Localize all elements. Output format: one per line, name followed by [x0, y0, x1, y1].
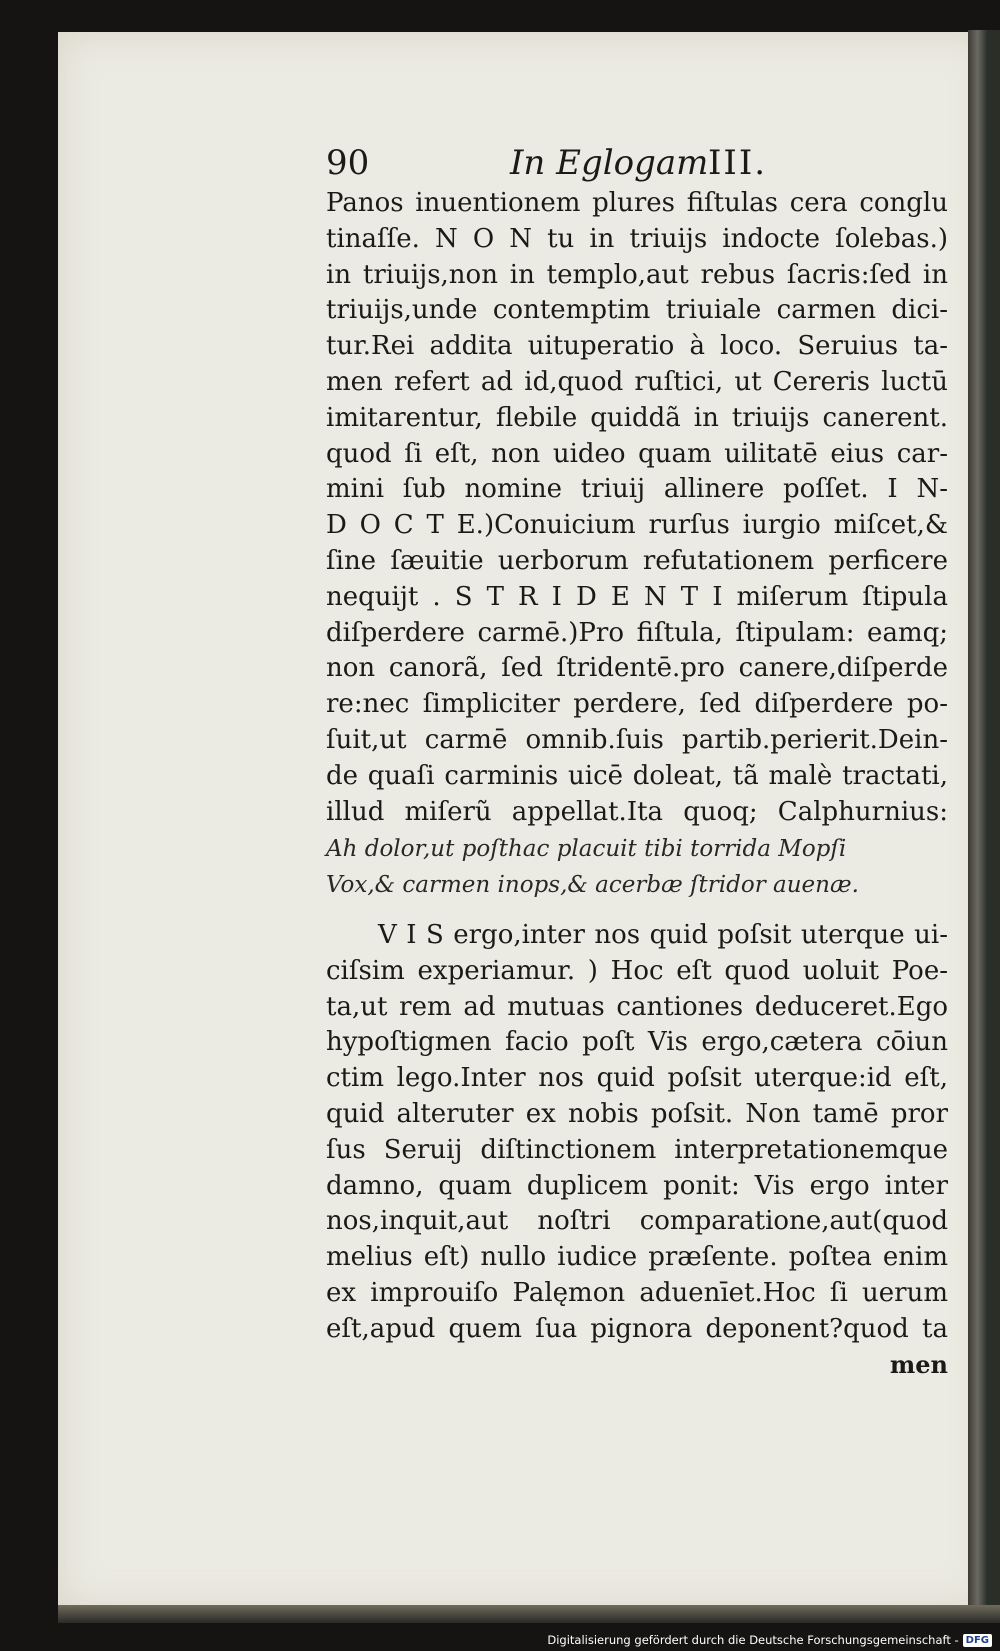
text-line: non canorã, ſed ſtridentē.pro canere,diſperde: [326, 653, 948, 684]
book-edge-right: [968, 30, 1000, 1620]
running-head: [326, 140, 948, 186]
text-line: ctim lego.Inter nos quid poſsit uterque:id eſt,: [326, 1063, 948, 1094]
page-number: 90: [326, 143, 370, 183]
text-line: damno, quam duplicem ponit: Vis ergo inter: [326, 1170, 948, 1201]
catch-word: men: [889, 1349, 948, 1379]
text-line: Panos inuentionem plures fiſtulas cera conglu: [326, 188, 948, 218]
text-line: ex improuiſo Palęmon aduenīet.Hoc ſi uerum: [326, 1277, 948, 1308]
text-line: ſine ſæuitie uerborum refutationem perficere: [326, 545, 948, 576]
text-line: mini ſub nomine triuij allinere poſſet. I N-: [326, 474, 948, 505]
text-line: eſt,apud quem ſua pignora deponent?quod ta: [326, 1313, 948, 1344]
digitization-credit: [547, 1631, 992, 1649]
text-line: nequijt . S T R I D E N T I miſerum ſtipula: [326, 581, 948, 612]
text-line: D O C T E.)Conuicium rurſus iurgio miſcet,&: [326, 510, 948, 541]
running-head-numeral: III.: [708, 143, 768, 183]
text-line: illud miſerũ appellat.Ita quoq; Calphurnius:: [326, 796, 948, 827]
text-line: hypoſtigmen facio poſt Vis ergo,cætera cōiun: [326, 1027, 948, 1058]
verse-line: Vox,& carmen inops,& acerbæ ſtridor auenæ.: [326, 872, 859, 899]
text-block: [326, 140, 948, 1382]
text-line: in triuijs,non in templo,aut rebus ſacris:ſed in: [326, 259, 948, 290]
text-line: triuijs,unde contemptim triuiale carmen dici-: [326, 295, 948, 326]
text-line: V I S ergo,inter nos quid poſsit uterque ui-: [378, 919, 948, 950]
paragraph-gap: [326, 904, 948, 918]
text-line: de quaſi carminis uicē doleat, tã malè tractati,: [326, 760, 948, 791]
text-line: quid alteruter ex nobis poſsit. Non tamē pror: [326, 1098, 948, 1129]
running-head-title: In Eglogam: [510, 143, 709, 183]
text-line: tur.Rei addita uituperatio à loco. Seruius ta-: [326, 331, 948, 362]
catch-word-row: [326, 1348, 948, 1382]
text-line: melius eſt) nullo iudice præſente. poſtea enim: [326, 1242, 948, 1273]
text-line: diſperdere carmē.)Pro fiſtula, ſtipulam: eamq;: [326, 617, 948, 648]
book-edge-bottom: [58, 1605, 1000, 1623]
text-line: ta,ut rem ad mutuas cantiones deduceret.Ego: [326, 991, 948, 1022]
text-line: quod ſi eſt, non uideo quam uilitatē eius car-: [326, 438, 948, 469]
text-line: imitarentur, flebile quiddã in triuijs canerent.: [326, 402, 948, 433]
text-line: tinaſſe. N O N tu in triuijs indocte ſolebas.): [326, 223, 948, 254]
credit-text: Digitalisierung gefördert durch die Deutsche Forschungsgemeinschaft -: [547, 1633, 959, 1647]
text-line: ciſsim experiamur. ) Hoc eſt quod uoluit Poe-: [326, 955, 948, 986]
commentary-paragraph-2: [326, 918, 948, 1348]
verse-quotation: [326, 832, 948, 904]
text-line: men refert ad id,quod ruſtici, ut Cereris luctū: [326, 366, 948, 397]
text-line: ſuit,ut carmē omnib.ſuis partib.perierit.Dein-: [326, 724, 948, 755]
verse-line: Ah dolor,ut poſthac placuit tibi torrida Mopſi: [326, 836, 847, 863]
text-line: ſus Seruij diſtinctionem interpretationemque: [326, 1134, 948, 1165]
commentary-paragraph-1: [326, 186, 948, 830]
text-line: nos,inquit,aut noſtri comparatione,aut(quod: [326, 1206, 948, 1237]
text-line: re:nec ſimpliciter perdere, ſed diſperdere po-: [326, 689, 948, 720]
dfg-logo: DFG: [963, 1634, 992, 1647]
